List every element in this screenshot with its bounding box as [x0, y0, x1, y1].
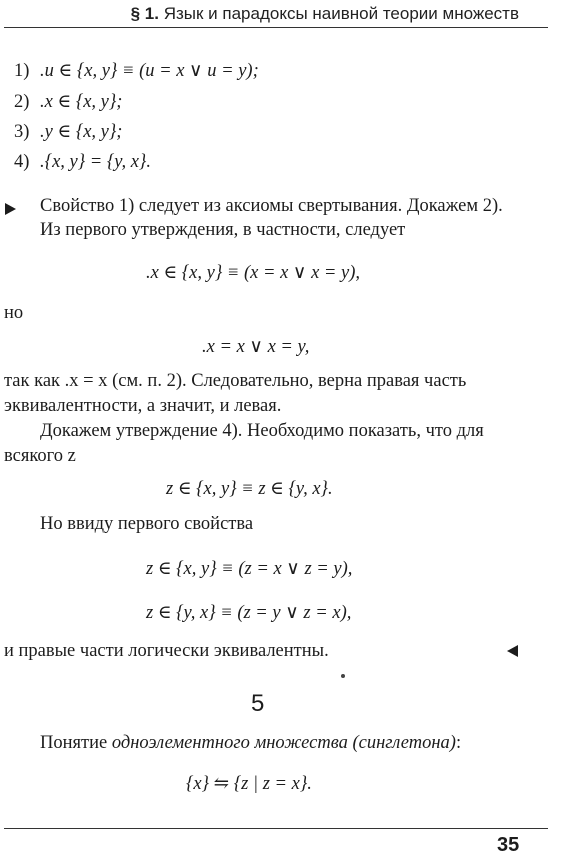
proof-line: но	[4, 303, 24, 323]
proof-line: и правые части логически эквивалентны.	[4, 641, 329, 661]
header-title: Язык и парадоксы наивной теории множеств	[163, 4, 519, 23]
definition-term: одноэлементного множества (синглетона)	[111, 733, 456, 753]
item-formula: .x ∈ {x, y};	[40, 92, 123, 112]
list-item	[14, 60, 259, 82]
page-number: 35	[497, 834, 520, 856]
item-number: 2)	[14, 92, 30, 112]
proof-line: Но ввиду первого свойства	[40, 514, 254, 534]
item-number: 3)	[14, 122, 30, 142]
proof-line: всякого z	[4, 446, 76, 466]
display-formula: z ∈ {x, y} ≡ z ∈ {y, x}.	[166, 479, 333, 499]
display-formula: z ∈ {y, x} ≡ (z = y ∨ z = x),	[146, 603, 352, 623]
list-item	[14, 121, 122, 143]
section-label: § 1.	[130, 4, 159, 23]
subsection-number: 5	[251, 690, 265, 717]
header-rule	[4, 27, 548, 28]
definition-formula: {x} ⇋ {z | z = x}.	[186, 774, 312, 794]
proof-line: Свойство 1) следует из аксиомы свертывания. Докажем 2).	[40, 196, 503, 216]
proof-line: Докажем утверждение 4). Необходимо показать, что для	[40, 421, 484, 441]
display-formula: .x ∈ {x, y} ≡ (x = x ∨ x = y),	[146, 263, 361, 283]
list-item	[14, 152, 151, 173]
definition-suffix: :	[455, 733, 462, 753]
item-formula: .u ∈ {x, y} ≡ (u = x ∨ u = y);	[40, 61, 259, 81]
proof-line: Из первого утверждения, в частности, следует	[40, 220, 406, 240]
definition-prefix: Понятие	[40, 733, 112, 753]
item-formula: .{x, y} = {y, x}.	[40, 152, 151, 172]
proof-line: эквивалентности, а значит, и левая.	[4, 396, 282, 416]
display-formula: z ∈ {x, y} ≡ (z = x ∨ z = y),	[146, 559, 353, 579]
list-item	[14, 91, 122, 113]
item-number: 4)	[14, 152, 30, 172]
proof-start-icon	[5, 203, 16, 215]
item-number: 1)	[14, 61, 30, 81]
definition-line	[40, 733, 461, 754]
speck-mark	[341, 674, 345, 678]
proof-line: так как .x = x (см. п. 2). Следовательно, верна правая часть	[4, 371, 467, 391]
running-header	[131, 4, 519, 24]
proof-end-icon	[507, 645, 518, 657]
item-formula: .y ∈ {x, y};	[40, 122, 123, 142]
display-formula: .x = x ∨ x = y,	[202, 337, 310, 357]
footer-rule	[4, 828, 548, 829]
